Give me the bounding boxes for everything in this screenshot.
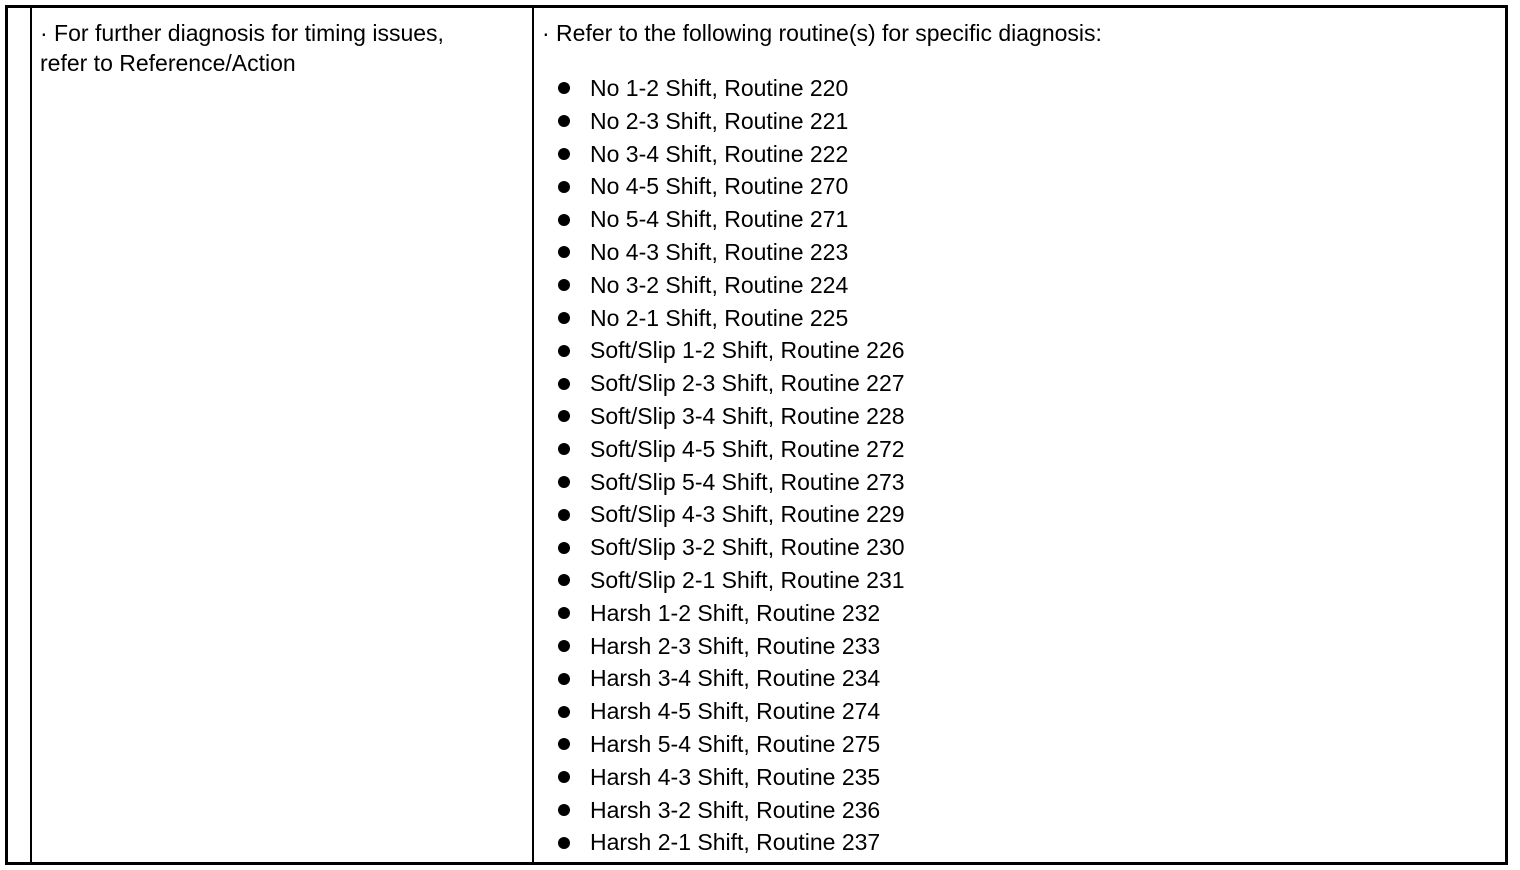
step-number-cell — [8, 8, 32, 862]
bullet-icon — [558, 509, 570, 521]
bullet-icon — [558, 607, 570, 619]
routine-label: Harsh 2-1 Shift, Routine 237 — [590, 829, 881, 856]
bullet-icon — [558, 279, 570, 291]
routine-list-item — [558, 466, 905, 499]
routine-label: Harsh 5-4 Shift, Routine 275 — [590, 730, 881, 757]
routine-label: Harsh 3-4 Shift, Routine 234 — [590, 665, 881, 692]
routine-label: No 5-4 Shift, Routine 271 — [590, 206, 849, 233]
action-text: · For further diagnosis for timing issues, refer to Reference/Action — [40, 20, 444, 76]
bullet-icon — [558, 738, 570, 750]
routine-label: No 4-3 Shift, Routine 223 — [590, 238, 849, 265]
bullet-icon — [558, 378, 570, 390]
routine-list-item — [558, 695, 905, 728]
bullet-icon — [558, 443, 570, 455]
routine-list-item — [558, 498, 905, 531]
routine-list-item — [558, 662, 905, 695]
bullet-icon — [558, 476, 570, 488]
routine-list-item — [558, 433, 905, 466]
bullet-icon — [558, 246, 570, 258]
routine-label: Soft/Slip 4-5 Shift, Routine 272 — [590, 435, 905, 462]
routine-label: Soft/Slip 3-2 Shift, Routine 230 — [590, 534, 905, 561]
routine-list-item — [558, 138, 905, 171]
bullet-icon — [558, 148, 570, 160]
routine-label: No 4-5 Shift, Routine 270 — [590, 173, 849, 200]
routine-list-item — [558, 728, 905, 761]
bullet-icon — [558, 640, 570, 652]
routine-list-item — [558, 597, 905, 630]
routine-list-item — [558, 72, 905, 105]
bullet-icon — [558, 673, 570, 685]
bullet-icon — [558, 82, 570, 94]
routine-list-item — [558, 630, 905, 663]
routine-label: Harsh 1-2 Shift, Routine 232 — [590, 599, 881, 626]
routine-list-item — [558, 302, 905, 335]
routine-label: Soft/Slip 4-3 Shift, Routine 229 — [590, 501, 905, 528]
routine-label: No 3-4 Shift, Routine 222 — [590, 140, 849, 167]
routine-list-item — [558, 236, 905, 269]
bullet-icon — [558, 214, 570, 226]
routine-list-item — [558, 794, 905, 827]
reference-intro-text: · Refer to the following routine(s) for specific diagnosis: — [542, 20, 1102, 46]
bullet-icon — [558, 312, 570, 324]
routine-label: No 3-2 Shift, Routine 224 — [590, 271, 849, 298]
routine-list-item — [558, 531, 905, 564]
diagnostic-table — [5, 5, 1508, 865]
bullet-icon — [558, 410, 570, 422]
bullet-icon — [558, 542, 570, 554]
routine-list-item — [558, 203, 905, 236]
routine-label: Harsh 4-3 Shift, Routine 235 — [590, 763, 881, 790]
bullet-icon — [558, 804, 570, 816]
action-cell — [32, 8, 534, 862]
routine-list-item — [558, 400, 905, 433]
routine-list-item — [558, 367, 905, 400]
routine-list-item — [558, 761, 905, 794]
routine-list-item — [558, 170, 905, 203]
bullet-icon — [558, 574, 570, 586]
bullet-icon — [558, 706, 570, 718]
routine-list — [558, 72, 905, 859]
routine-label: Soft/Slip 1-2 Shift, Routine 226 — [590, 337, 905, 364]
routine-label: No 2-3 Shift, Routine 221 — [590, 107, 849, 134]
routine-list-item — [558, 334, 905, 367]
bullet-icon — [558, 181, 570, 193]
routine-label: Harsh 3-2 Shift, Routine 236 — [590, 796, 881, 823]
bullet-icon — [558, 837, 570, 849]
bullet-icon — [558, 115, 570, 127]
routine-label: No 2-1 Shift, Routine 225 — [590, 304, 849, 331]
routine-label: Harsh 4-5 Shift, Routine 274 — [590, 698, 881, 725]
routine-label: Harsh 2-3 Shift, Routine 233 — [590, 632, 881, 659]
routine-label: Soft/Slip 2-1 Shift, Routine 231 — [590, 566, 905, 593]
routine-list-item — [558, 826, 905, 859]
bullet-icon — [558, 345, 570, 357]
routine-label: Soft/Slip 5-4 Shift, Routine 273 — [590, 468, 905, 495]
reference-cell — [534, 8, 1505, 862]
bullet-icon — [558, 771, 570, 783]
routine-label: Soft/Slip 3-4 Shift, Routine 228 — [590, 402, 905, 429]
routine-label: No 1-2 Shift, Routine 220 — [590, 75, 849, 101]
routine-list-item — [558, 564, 905, 597]
routine-list-item — [558, 105, 905, 138]
routine-list-item — [558, 269, 905, 302]
routine-label: Soft/Slip 2-3 Shift, Routine 227 — [590, 370, 905, 397]
